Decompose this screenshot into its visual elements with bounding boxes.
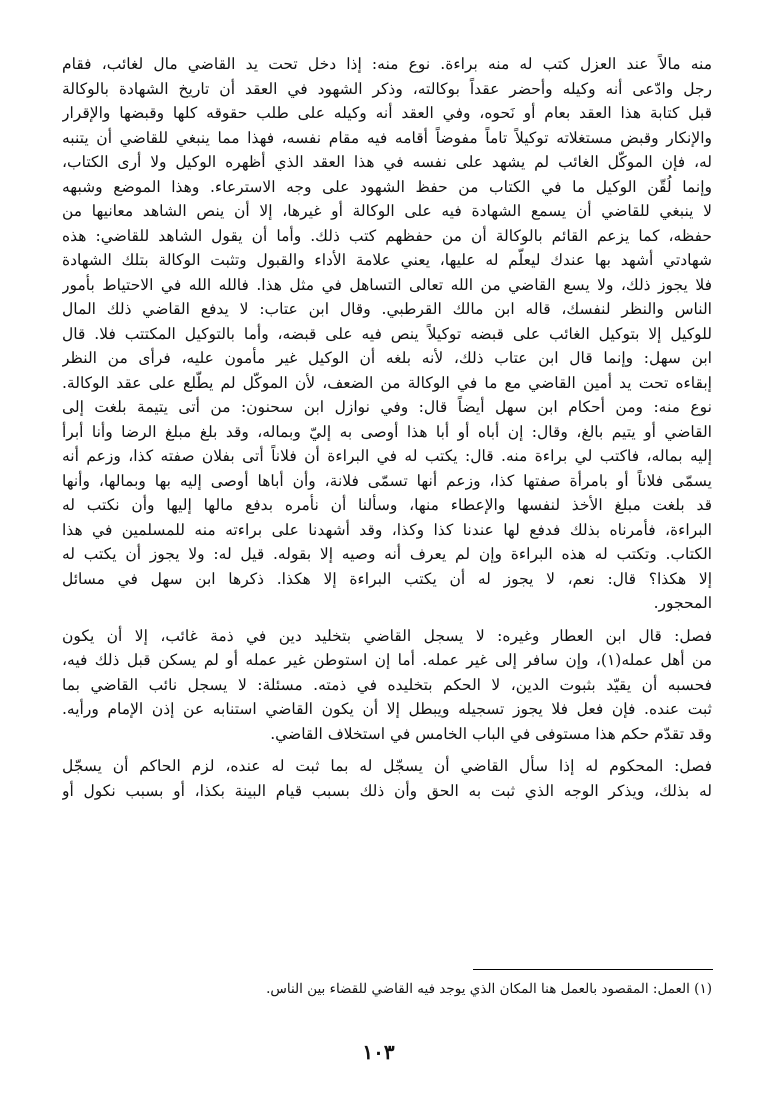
paragraph-gap bbox=[62, 616, 712, 624]
text-line: وإنما لُقّن الوكيل ما في الكتاب من حفظ الشهود على وجه الاسترعاء. وهذا الموضع وشبهه bbox=[62, 177, 712, 196]
text-line: إبقاءه تحت يد أمين القاضي مع ما في الوكالة من الضعف، لأن الموكّل لم يطّلع على عقد الوكالة. bbox=[62, 373, 712, 392]
text-line: شهادتي أشهد بها عندك ليعلّم له عليها، يعني علامة الأداء والقبول وتثبت الوكالة بتلك الشهادة bbox=[62, 251, 712, 269]
text-line: حفظه، كما يزعم القائم بالوكالة أن من حفظهم كتب ذلك. وأما أن يقول الشاهد للقاضي: هذه bbox=[62, 226, 712, 245]
footnote: (١) العمل: المقصود بالعمل هنا المكان الذي يوجد فيه القاضي للقضاء بين الناس. bbox=[266, 981, 712, 997]
text-line: ثبت عنده. فإن فعل فلا يجوز تسجيله ويبطل إلا أن يكون القاضي استنابه عن إذن الإمام ورأيه. bbox=[62, 700, 712, 718]
text-line: يسمّى فلاناً أو بامرأة صفتها كذا، وزعم أنها تسمّى فلانة، وأن أباها أوصى إليه بها وبمالها، وأنها bbox=[62, 471, 712, 490]
text-line: من أهل عمله(١)، وإن سافر إلى غير عمله. أما إن استوطن غير عمله أو لم يسكن قبل ذلك فيه، bbox=[62, 651, 712, 669]
text-line: فلا يجوز ذلك، ولا يسع القاضي من الله تعالى التساهل في مثل هذا. فالله الله في الاحتياط بأمور bbox=[62, 275, 712, 294]
text-line: فصل: المحكوم له إذا سأل القاضي أن يسجّل له بما ثبت له عنده، لزم الحاكم أن يسجّل bbox=[62, 757, 712, 775]
text-line: للوكيل إلا بتوكيل الغائب على قبضه توكيلاً ينص فيه على قبضه، وأما بالتوكيل المكتتب فلا. قال bbox=[62, 324, 712, 343]
text-line: الناس والنظر لنفسك، قاله ابن مالك القرطبي. وقال ابن عتاب: لا يدفع القاضي ذلك المال bbox=[62, 300, 712, 318]
text-line: القاضي أو يتيم بالغ، وقال: إن أباه أو أبا هذا أوصى به إليّ وبماله، وقد بلغ مبلغ الرضا وأنا أبرأ bbox=[62, 422, 712, 441]
text-line: منه مالاً عند العزل كتب له منه براءة. نوع منه: إذا دخل تحت يد القاضي مال لغائب، فقام bbox=[62, 55, 712, 73]
text-line: لا ينبغي للقاضي أن يسمع الشهادة فيه على الوكالة أو غيرها، إلا أن ينص الشاهد معانيها من bbox=[62, 202, 712, 220]
text-line: فحسبه أن يقيّد بثبوت الدين، لا الحكم بتخليده في ذمته. مسئلة: لا يسجل نائب القاضي بما bbox=[62, 675, 712, 694]
text-line: قد بلغت مبلغ الأخذ لنفسها والإعطاء منها، وسألنا أن نأمره بدفع مالها إليها وأن نكتب له bbox=[62, 496, 712, 514]
text-line: إلا هكذا؟ قال: نعم، لا يجوز له أن يكتب البراءة إلا هكذا. ذكرها ابن سهل في مسائل bbox=[62, 569, 712, 588]
text-line: وقد تقدّم حكم هذا مستوفى في الباب الخامس في استخلاف القاضي. bbox=[270, 724, 712, 743]
text-line: له بذلك، ويذكر الوجه الذي ثبت به الحق وأن ذلك بسبب قيام البينة بكذا، أو بسبب نكول أو bbox=[62, 781, 712, 800]
footnote-divider bbox=[473, 969, 713, 970]
text-line: له، فإن الموكّل الغائب لم يشهد على نفسه في هذا العقد الذي أظهره الوكيل ولا أرى الكتاب، bbox=[62, 153, 712, 171]
text-line: إليه بماله، فاكتب لي براءة منه. قال: يكتب له في البراءة أن فلاناً أتى بفلان صفته كذا، وزعم أنه bbox=[62, 447, 712, 465]
text-line: فصل: قال ابن العطار وغيره: لا يسجل القاضي بتخليد دين في ذمة غائب، إلا أن يكون bbox=[62, 626, 712, 645]
text-line: المحجور. bbox=[653, 594, 712, 612]
text-line: والإنكار وقبض مستغلاته توكيلاً تاماً مفوضاً أقامه فيه مقام نفسه، فهذا مما ينبغي للقاضي أن يتنبه bbox=[62, 128, 712, 147]
paragraph-gap bbox=[62, 746, 712, 754]
text-line: ابن سهل: وإنما قال ابن عتاب ذلك، لأنه بلغه أن الوكيل غير مأمون عليه، فرأى من النظر bbox=[62, 349, 712, 367]
text-line: الكتاب. وتكتب له هذه البراءة وإن لم يعرف أنه وصيه إلا بقوله. قيل له: ولا يجوز أن يكتب له bbox=[62, 545, 712, 563]
main-text bbox=[62, 52, 712, 803]
text-line: رجل وادّعى أنه وكيله وأحضر عقداً بوكالته، وذكر الشهود في العقد أن تاريخ الشهادة بالوكالة bbox=[62, 79, 712, 98]
text-line: نوع منه: ومن أحكام ابن سهل أيضاً قال: وفي نوازل ابن سحنون: من أتى يتيمة بلغت إلى bbox=[62, 398, 712, 416]
text-line: البراءة، فأمرناه بذلك فدفع لها عندنا كذا وكذا، وقد أشهدنا على براءته منه للمسلمين في هذا bbox=[62, 520, 712, 539]
page-number: ١٠٣ bbox=[362, 1040, 395, 1064]
text-line: قبل كتابة هذا العقد بعام أو نَحوه، وفي العقد أنه وكيله على طلب حقوقه كلها وقبضها والإقرار bbox=[62, 104, 712, 122]
